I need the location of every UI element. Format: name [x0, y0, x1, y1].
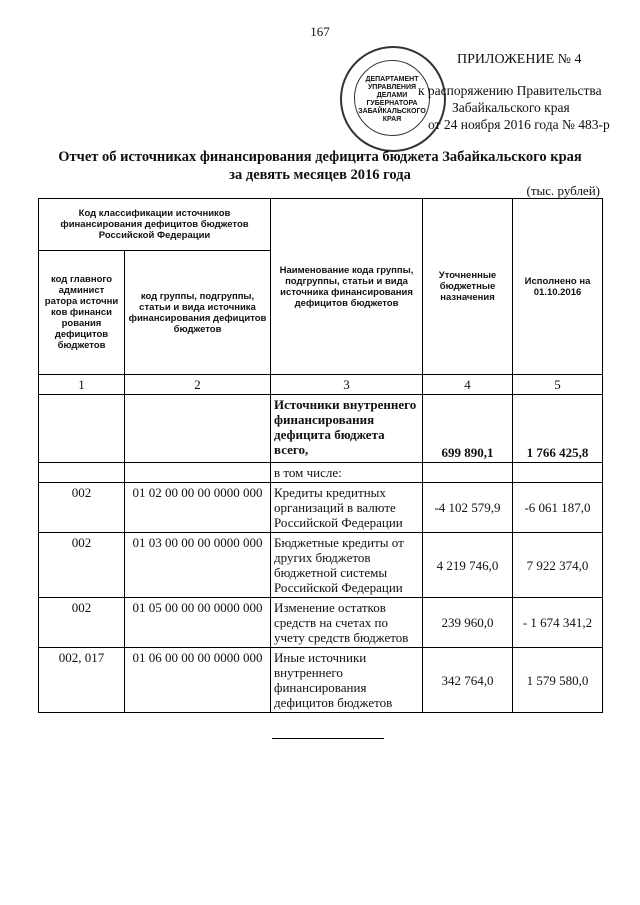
row-admin-code: 002 [39, 533, 125, 598]
row-name: Бюджетные кредиты от других бюджетов бюджетной системы Российской Федерации [271, 533, 423, 598]
row-group-code: 01 06 00 00 00 0000 000 [125, 648, 271, 713]
title-line: за девять месяцев 2016 года [229, 167, 411, 183]
total-admin-cell [39, 395, 125, 463]
stamp-line: ГУБЕРНАТОРА [366, 100, 418, 107]
row-planned: 342 764,0 [423, 648, 513, 713]
row-admin-code: 002 [39, 483, 125, 533]
stamp-line: КРАЯ [382, 116, 402, 123]
column-number: 5 [513, 375, 603, 395]
appendix-label: ПРИЛОЖЕНИЕ № 4 [457, 52, 582, 67]
order-line: Забайкальского края [452, 100, 570, 115]
row-admin-code: 002, 017 [39, 648, 125, 713]
including-code-cell [125, 463, 271, 483]
total-planned: 699 890,1 [423, 395, 513, 463]
report-table [38, 198, 603, 713]
stamp-line: ДЕПАРТАМЕНТ [365, 76, 419, 83]
header-planned: Уточненные бюджетные назначения [423, 199, 513, 375]
stamp-line: УПРАВЛЕНИЯ [367, 84, 417, 91]
header-classification-group: Код классификации источников финансирования дефицитов бюджетов Российской Федерации [39, 199, 271, 251]
header-admin-code: код главного админист ратора источни ков финанси рования дефицитов бюджетов [39, 251, 125, 375]
including-executed-cell [513, 463, 603, 483]
total-name: Источники внутреннего финансирования дефицита бюджета всего, [271, 395, 423, 463]
order-line: к распоряжению Правительства [418, 83, 602, 98]
header-group-code: код группы, подгруппы, статьи и вида источника финансирования дефицитов бюджетов [125, 251, 271, 375]
row-name: Иные источники внутреннего финансирования дефицитов бюджетов [271, 648, 423, 713]
table-row [39, 533, 603, 598]
row-planned: -4 102 579,9 [423, 483, 513, 533]
order-reference [418, 82, 610, 133]
row-executed: 7 922 374,0 [513, 533, 603, 598]
including-row [39, 463, 603, 483]
order-line: от 24 ноября 2016 года № 483-р [428, 117, 610, 132]
total-row [39, 395, 603, 463]
row-planned: 239 960,0 [423, 598, 513, 648]
document-title [40, 148, 600, 184]
unit-label: (тыс. рублей) [526, 183, 600, 198]
row-name: Кредиты кредитных организаций в валюте Российской Федерации [271, 483, 423, 533]
stamp-line: ЗАБАЙКАЛЬСКОГО [358, 108, 426, 115]
including-admin-cell [39, 463, 125, 483]
row-group-code: 01 05 00 00 00 0000 000 [125, 598, 271, 648]
row-executed: -6 061 187,0 [513, 483, 603, 533]
header-name: Наименование кода группы, подгруппы, статьи и вида источника финансирования дефицитов бюджетов [271, 199, 423, 375]
row-name: Изменение остатков средств на счетах по учету средств бюджетов [271, 598, 423, 648]
column-number: 4 [423, 375, 513, 395]
stamp-line: ДЕЛАМИ [376, 92, 408, 99]
row-group-code: 01 02 00 00 00 0000 000 [125, 483, 271, 533]
page-number: 167 [310, 24, 330, 39]
including-planned-cell [423, 463, 513, 483]
total-code-cell [125, 395, 271, 463]
row-executed: - 1 674 341,2 [513, 598, 603, 648]
column-number: 1 [39, 375, 125, 395]
column-number: 3 [271, 375, 423, 395]
including-label: в том числе: [271, 463, 423, 483]
row-admin-code: 002 [39, 598, 125, 648]
row-executed: 1 579 580,0 [513, 648, 603, 713]
header-executed: Исполнено на 01.10.2016 [513, 199, 603, 375]
total-executed: 1 766 425,8 [513, 395, 603, 463]
table-row [39, 483, 603, 533]
row-planned: 4 219 746,0 [423, 533, 513, 598]
column-number: 2 [125, 375, 271, 395]
bottom-divider [272, 738, 384, 739]
row-group-code: 01 03 00 00 00 0000 000 [125, 533, 271, 598]
table-row [39, 648, 603, 713]
table-row [39, 598, 603, 648]
title-line: Отчет об источниках финансирования дефицита бюджета Забайкальского края [58, 149, 582, 165]
